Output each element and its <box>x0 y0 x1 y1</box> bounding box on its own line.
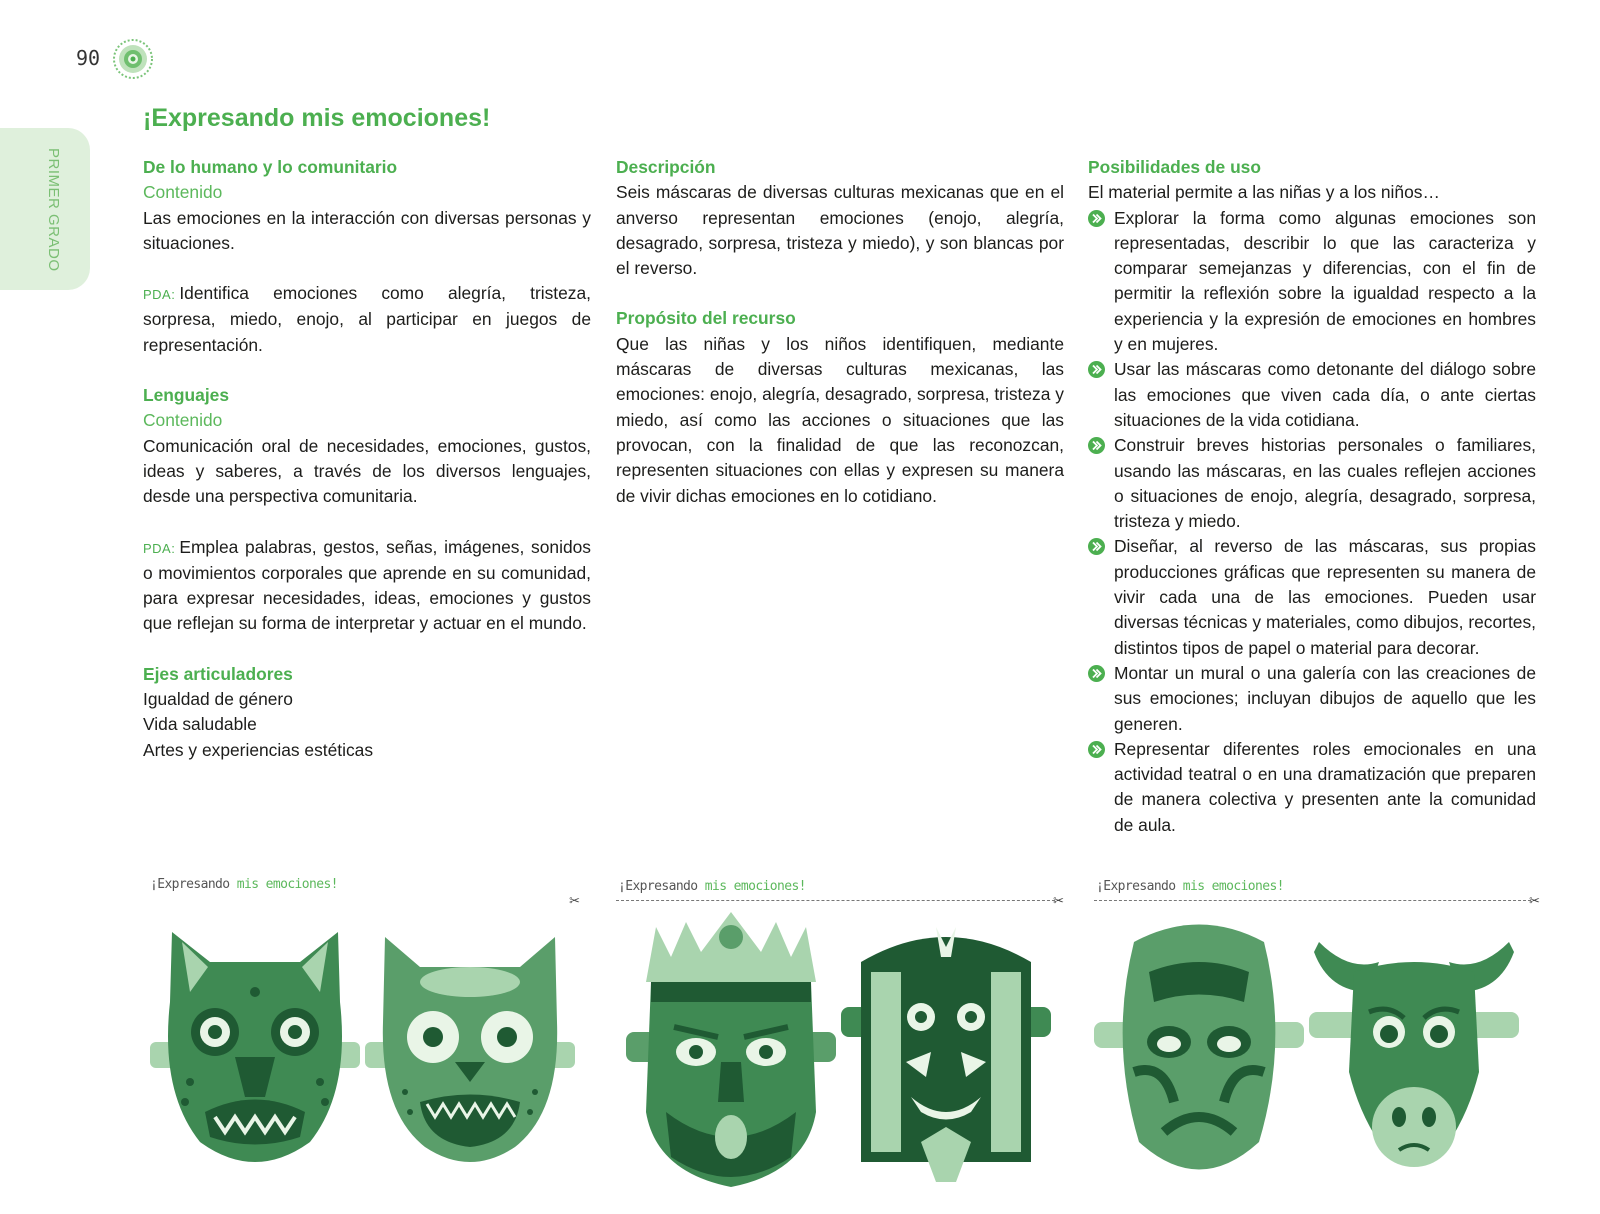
jaguar-mask-surprise <box>365 912 575 1192</box>
description-column <box>616 155 1064 509</box>
content-text: Comunicación oral de necesidades, emociones, gustos, ideas y saberes, a través de los diversos lenguajes, desde una perspectiva comunitaria. <box>143 435 591 507</box>
pda-label: PDA: <box>143 287 176 303</box>
cut-line <box>616 900 1060 901</box>
section-subheading: Contenido <box>143 182 223 203</box>
mask-sheet-preview <box>1094 872 1540 1192</box>
section-heading: Ejes articuladores <box>143 663 293 684</box>
purpose-text: Que las niñas y los niños identifiquen, mediante máscaras de diversas culturas mexicanas, las emociones: enojo, alegría, desagrado, sorpresa, tristeza y miedo, así como las acciones o situaciones que las provocan, con la finalidad de que las reconozcan, representen situaciones con ellas y expresen su manera de vivir dichas emociones en lo cotidiano. <box>616 333 1064 506</box>
content-text: Las emociones en la interacción con diversas personas y situaciones. <box>143 207 591 253</box>
list-item: Construir breves historias personales o familiares, usando las máscaras, en las cuales reflejen acciones o situaciones de enojo, alegría, desagrado, sorpresa, tristeza y miedo. <box>1088 433 1536 534</box>
axis-item: Igualdad de género <box>143 689 293 710</box>
sheet-label: ¡Expresando mis emociones! <box>1096 879 1284 894</box>
page-title: ¡Expresando mis emociones! <box>143 104 491 132</box>
pda-paragraph <box>143 281 591 358</box>
scissors-icon: ✂ <box>569 893 580 908</box>
section-heading: Posibilidades de uso <box>1088 157 1261 177</box>
uses-column <box>1088 155 1536 838</box>
mask-sheet-preview <box>150 872 580 1192</box>
chevron-right-icon <box>1088 361 1105 378</box>
theatre-mask-sad <box>1094 912 1304 1192</box>
curriculum-column <box>143 155 591 763</box>
uses-intro: El material permite a las niñas y a los niños… <box>1088 182 1440 203</box>
list-item: Montar un mural o una galería con las creaciones de sus emociones; incluyan dibujos de aquello que les generen. <box>1088 661 1536 737</box>
pda-label: PDA: <box>143 540 176 556</box>
sheet-label: ¡Expresando mis emociones! <box>618 879 806 894</box>
chevron-right-icon <box>1088 538 1105 555</box>
chevron-right-icon <box>1088 210 1105 227</box>
grade-side-tab-label: PRIMER GRADO <box>45 148 62 272</box>
axis-item: Vida saludable <box>143 714 257 735</box>
jaguar-mask-angry <box>150 912 360 1192</box>
section-heading: Lenguajes <box>143 385 230 406</box>
pda-text: Emplea palabras, gestos, señas, imágenes, sonidos o movimientos corporales que aprende en su comunidad, para expresar necesidades, ideas, emociones y gustos que reflejan su forma de interpretar y actuar en el mundo. <box>143 536 591 634</box>
scissors-icon: ✂ <box>1529 893 1540 908</box>
mask-sheet-preview <box>616 872 1064 1192</box>
section-heading: Descripción <box>616 157 716 177</box>
sun-ornament-icon <box>112 38 154 80</box>
section-subheading: Contenido <box>143 410 223 431</box>
list-item: Diseñar, al reverso de las máscaras, sus propias producciones gráficas que representen su manera de vivir cada una de las emociones. Pueden usar diversas técnicas y materiales, como dibujos, recortes, distintos tipos de papel o material para decorar. <box>1088 534 1536 660</box>
section-heading: De lo humano y lo comunitario <box>143 157 398 177</box>
bull-mask-fear <box>1309 912 1519 1192</box>
description-text: Seis máscaras de diversas culturas mexicanas que en el anverso representan emociones (enojo, alegría, desagrado, sorpresa, tristeza y miedo), y son blancas por el reverso. <box>616 182 1064 279</box>
ceremonial-mask-happy <box>841 912 1051 1192</box>
list-item: Representar diferentes roles emocionales en una actividad teatral o en una dramatización que preparen de manera colectiva y presenten ante la comunidad de aula. <box>1088 737 1536 838</box>
pda-paragraph <box>143 535 591 637</box>
crowned-mask-disgust <box>626 912 836 1192</box>
section-heading: Propósito del recurso <box>616 308 796 329</box>
cut-line <box>1094 900 1536 901</box>
sheet-label: ¡Expresando mis emociones! <box>150 877 338 892</box>
chevron-right-icon <box>1088 741 1105 758</box>
list-item: Usar las máscaras como detonante del diálogo sobre las emociones que viven cada día, o ante ciertas situaciones de la vida cotidiana. <box>1088 357 1536 433</box>
page-number: 90 <box>76 46 101 70</box>
chevron-right-icon <box>1088 665 1105 682</box>
scissors-icon: ✂ <box>1053 893 1064 908</box>
list-item: Explorar la forma como algunas emociones son representadas, describir lo que las caracteriza y comparar semejanzas y diferencias, con el fin de permitir la reflexión sobre la igualdad respecto a la experiencia y la expresión de emociones en hombres y en mujeres. <box>1088 206 1536 358</box>
chevron-right-icon <box>1088 437 1105 454</box>
uses-list <box>1088 206 1536 838</box>
pda-text: Identifica emociones como alegría, tristeza, sorpresa, miedo, enojo, al participar en juegos de representación. <box>143 283 591 355</box>
axis-item: Artes y experiencias estéticas <box>143 739 374 760</box>
